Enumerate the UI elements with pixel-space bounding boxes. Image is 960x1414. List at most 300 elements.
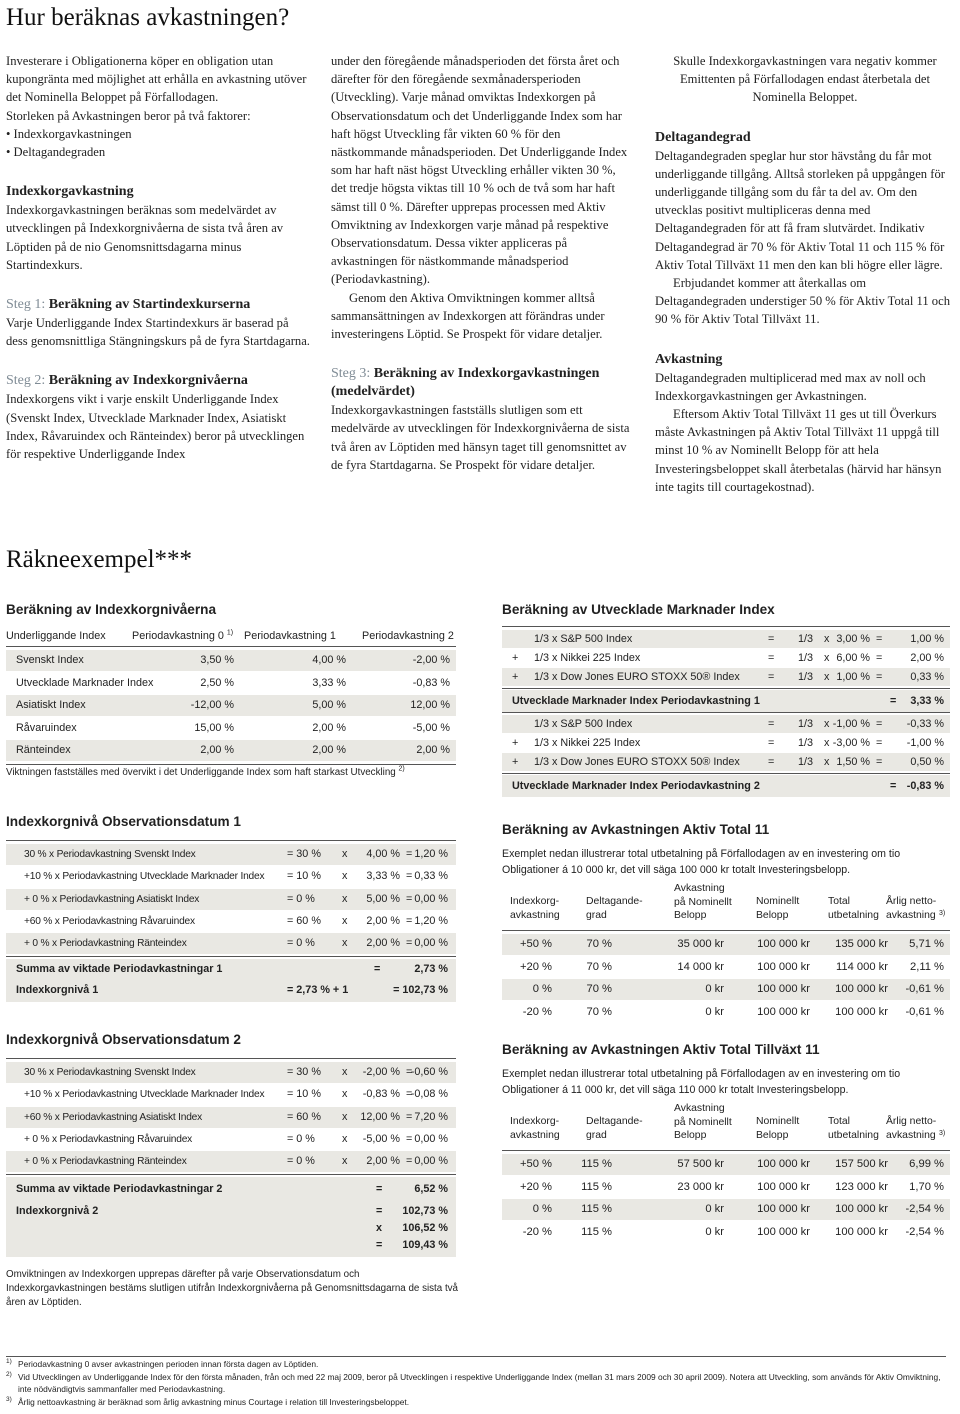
calc-part: = xyxy=(406,1132,413,1145)
calc-part: 1/3 xyxy=(798,633,814,645)
calc-part: = 0 % xyxy=(287,1155,315,1168)
column-header xyxy=(828,895,879,922)
return-value: 115 % xyxy=(581,1203,612,1216)
step-title: Beräkning av Indexkorgavkastningen (medelvärdet) xyxy=(331,366,600,400)
level-label: Indexkorgnivå 2 xyxy=(16,1205,99,1217)
header-line: avkastning xyxy=(510,909,560,921)
header-line: utbetalning xyxy=(828,1129,879,1141)
table-row xyxy=(6,740,456,761)
calc-part: -2,00 % xyxy=(362,1066,400,1078)
calc-part: = xyxy=(768,671,775,683)
table-row xyxy=(502,957,950,978)
calc-part: = 30 % xyxy=(287,848,321,860)
factors-paragraph: Storleken på Avkastningen beror på två faktorer: xyxy=(6,108,251,123)
table-row xyxy=(6,866,456,887)
return-value: 0 % xyxy=(532,983,552,996)
calc-part: 1/3 xyxy=(798,718,814,730)
calc-part: 6,00 % xyxy=(836,652,870,664)
calc-part: + 0 % x Periodavkastning Ränteindex xyxy=(24,1156,187,1168)
calc-part: = 0 % xyxy=(287,937,315,950)
return-value: 14 000 kr xyxy=(677,960,724,973)
period-value: -5,00 % xyxy=(412,721,450,734)
column-header xyxy=(756,1115,799,1142)
calc-part: -0,60 % xyxy=(410,1066,448,1078)
header-line: Total xyxy=(828,1116,850,1127)
header-line: Årlig netto- xyxy=(886,1116,937,1127)
calc-part: 2,00 % xyxy=(366,937,400,950)
header-line: Nominellt xyxy=(756,1116,800,1127)
return-aktiv-total-11 xyxy=(502,822,950,1022)
total-label: Utvecklade Marknader Index Periodavkastning 2 xyxy=(512,780,760,792)
column-header xyxy=(674,882,732,923)
calc-part: x xyxy=(342,1066,348,1078)
section-paragraph: Deltagandegraden multiplicerad med max av noll och Indexkorgavkastningen ger Avkastningen. xyxy=(655,370,926,403)
table-heading: Beräkning av Avkastningen Aktiv Total 11 xyxy=(502,822,770,837)
calc-part: = xyxy=(876,671,883,683)
calc-part: = 60 % xyxy=(287,1110,321,1123)
calc-part: = xyxy=(876,633,883,645)
index-name: Utvecklade Marknader Index xyxy=(16,676,154,689)
return-value: 100 000 kr xyxy=(757,938,810,950)
calc-part: 7,20 % xyxy=(414,1110,448,1123)
intro-paragraph: Investerare i Obligationerna köper en obligation utan kupongränta med möjlighet att erhålla en avkastning utöver det Nominella Beloppet på Förfallodagen. xyxy=(6,54,307,105)
total-row xyxy=(502,690,950,712)
calc-part: 0,50 % xyxy=(910,756,944,768)
index-name: Asiatiskt Index xyxy=(16,699,86,712)
header-line: Årlig netto- xyxy=(886,896,937,907)
continued-paragraph: under den föregående månadsperioden det första året och därefter för den föregående sexmånadersperioden (Utveckling). Varje månad omviktas Indexkorgen på Observationsdatum och det Underliggande Index som har haft högst Utveckling får vikten 60 % för den nästkommande månadsperioden. Det Underliggande Index som har haft näst högst Utveckling erhåller vikten 30 %, det tredje högsta viktas till 10 % och de två som har haft sämst till 0 %. Därefter upprepas processen med Aktiv Omviktning av Indexkorgen varje månad på respektive Observationsdatum. Dessa vikter appliceras på avkastningen för nästkommande månadsperiod (Periodavkastning). xyxy=(331,54,628,287)
calc-part: -5,00 % xyxy=(362,1132,400,1145)
calc-part: = xyxy=(876,756,883,768)
calc-part: = xyxy=(768,756,775,768)
column-header xyxy=(510,895,560,922)
table-row xyxy=(502,630,950,648)
calc-part: = xyxy=(406,848,413,860)
section-paragraph: Genom den Aktiva Omviktningen kommer alltså sammansättningen av Indexkorgen att förändras under investeringens Löptid. Se Prospekt för vidare detaljer. xyxy=(331,290,605,342)
period-value: -2,00 % xyxy=(412,654,450,666)
return-value: 100 000 kr xyxy=(835,983,888,996)
return-value: 135 000 kr xyxy=(835,938,888,950)
calc-part: x xyxy=(342,1110,348,1123)
calc-part: -3,00 % xyxy=(832,737,870,749)
header-line: Deltagande- xyxy=(586,1116,643,1127)
sum-label: Summa av viktade Periodavkastningar 2 xyxy=(16,1183,223,1195)
table-row xyxy=(502,753,950,771)
page-title: Hur beräknas avkastningen? xyxy=(6,4,290,31)
step-paragraph: Varje Underliggande Index Startindexkurs är baserad på dess genomsnittliga Stängningskurs på de fyra Startdagarna. xyxy=(6,316,310,349)
calc-part: 3,33 % xyxy=(366,870,400,883)
return-value: -0,61 % xyxy=(905,1005,944,1018)
return-value: 23 000 kr xyxy=(677,1180,724,1193)
obs2-table xyxy=(6,1030,456,1258)
table-row xyxy=(6,673,456,694)
column-header: Periodavkastning 2 xyxy=(362,630,454,642)
calc-part: 1/3 xyxy=(798,756,814,768)
calc-part: + 0 % x Periodavkastning Asiatiskt Index xyxy=(24,893,200,905)
period-value: 2,00 % xyxy=(416,744,450,757)
calc-part: -1,00 % xyxy=(832,718,870,730)
column-header: Periodavkastning 0 $^{1)}$ xyxy=(132,629,234,642)
header-line: Nominellt xyxy=(756,896,800,907)
table-row xyxy=(6,1084,456,1105)
return-value: 0 kr xyxy=(705,1005,724,1018)
calc-part: 2,00 % xyxy=(910,652,944,664)
calc-part: = xyxy=(406,892,413,905)
return-value: 123 000 kr xyxy=(835,1180,888,1193)
calc-part: x xyxy=(342,870,348,883)
header-line: Avkastning xyxy=(674,1103,725,1114)
table-row xyxy=(502,649,950,667)
text-column-2 xyxy=(331,52,631,474)
calc-part: x xyxy=(824,718,830,730)
return-value: 1,70 % xyxy=(909,1180,944,1193)
calc-part: x xyxy=(824,633,830,645)
header-line: utbetalning xyxy=(828,909,879,921)
index-levels-table xyxy=(6,600,456,800)
return-value: 70 % xyxy=(586,983,612,996)
example-intro: Exemplet nedan illustrerar total utbetalning på Förfallodagen av en investering om tio Obligationer á 10 000 kr, det vill säga 100 000 kr totalt Investeringsbelopp. xyxy=(502,848,901,876)
table-row xyxy=(502,734,950,752)
return-value: 114 000 kr xyxy=(835,960,888,973)
calc-part: 1/3 x S&P 500 Index xyxy=(534,633,633,645)
table-heading: Beräkning av Indexkorgnivåerna xyxy=(6,602,217,617)
column-header: Årlig netto- avkastning 3) xyxy=(886,1116,946,1141)
return-value: 70 % xyxy=(586,1005,612,1018)
footnote-text: Vid Utvecklingen av Underliggande Index för den första månaden, från och med 22 maj 2009, beror på Utvecklingen i respektive Underliggande Index (mellan 31 mars 2009 och 30 april 2009). Notera att Utveckling, som används för Aktiv Omviktning, inte nödvändigtvis sammanfaller med Periodavkastning. xyxy=(18,1372,941,1394)
return-value: 5,71 % xyxy=(909,938,944,950)
calc-part: x xyxy=(824,737,830,749)
return-value: 57 500 kr xyxy=(677,1158,724,1170)
calc-part: 1/3 x Nikkei 225 Index xyxy=(534,652,641,664)
return-value: 100 000 kr xyxy=(757,1180,810,1193)
calc-part: 12,00 % xyxy=(360,1110,400,1123)
table-row xyxy=(6,844,456,865)
calc-part: + xyxy=(512,652,519,664)
return-value: +50 % xyxy=(519,938,552,950)
calc-part: + xyxy=(512,756,519,768)
calc-part: 0,00 % xyxy=(414,892,448,905)
period-value: 2,00 % xyxy=(312,744,346,757)
return-value: -2,54 % xyxy=(905,1225,944,1238)
calc-part: 0,33 % xyxy=(414,870,448,883)
step-label: Steg 2: xyxy=(6,373,46,389)
calc-part: 3,00 % xyxy=(836,633,870,645)
section-paragraph: Indexkorgavkastningen beräknas som medelvärdet av utvecklingen på Indexkorgnivåerna de sista två åren av Löptiden på de nio Genomsnittsdagarna minus Startindexkurs. xyxy=(6,203,284,272)
section-paragraph: Eftersom Aktiv Total Tillväxt 11 ges ut till Överkurs måste Avkastningen på Aktiv Total Tillväxt 11 uppgå till minst 10 % av Nominellt Belopp för att hela Investeringsbeloppet skall återbetalas (härvid har hänsyn inte tagits till courtagekostnad). xyxy=(655,407,942,494)
return-value: 100 000 kr xyxy=(757,983,810,996)
return-value: 100 000 kr xyxy=(757,1203,810,1216)
calc-part: -0,33 % xyxy=(906,718,944,730)
negative-paragraph: Skulle Indexkorgavkastningen vara negativ kommer Emittenten på Förfallodagen endast återbetala det Nominella Beloppet. xyxy=(673,54,937,105)
section-heading: Deltagandegrad xyxy=(655,129,751,145)
table-row xyxy=(6,718,456,739)
return-value: 70 % xyxy=(586,938,612,950)
return-aktiv-total-tillvaxt-11 xyxy=(502,1042,950,1242)
table-heading: Beräkning av Avkastningen Aktiv Total Tillväxt 11 xyxy=(502,1042,820,1057)
header-line: Belopp xyxy=(756,909,789,921)
calc-part: 1/3 x S&P 500 Index xyxy=(534,718,633,730)
calc-part: = 10 % xyxy=(287,1088,321,1101)
return-value: +20 % xyxy=(519,960,552,973)
footnote: 1) Periodavkastning 0 avser avkastningen perioden innan första dagen av Löptiden. xyxy=(6,1358,319,1369)
table-row xyxy=(6,1107,456,1128)
calc-part: x xyxy=(342,914,348,927)
table-row xyxy=(502,715,950,733)
return-value: 100 000 kr xyxy=(835,1203,888,1216)
calc-part: 2,00 % xyxy=(366,914,400,927)
calc-part: x xyxy=(824,671,830,683)
factor-bullet: • Deltagandegraden xyxy=(6,145,106,160)
calc-part: 0,00 % xyxy=(414,937,448,950)
column-header xyxy=(828,1115,879,1142)
level-label: Indexkorgnivå 1 xyxy=(16,984,99,996)
index-name: Svenskt Index xyxy=(16,654,84,666)
level-expr: = 2,73 % + 1 xyxy=(287,984,349,996)
table-row xyxy=(6,933,456,954)
footnote-text: Årlig nettoavkastning är beräknad som årlig avkastning minus Courtage i relation till Investeringsbeloppet. xyxy=(18,1397,410,1407)
level-value: 102,73 % xyxy=(402,1205,448,1217)
table-row xyxy=(502,668,950,686)
header-line: Indexkorg- xyxy=(510,1116,560,1127)
table-row xyxy=(502,979,950,1000)
table-row xyxy=(6,695,456,716)
calc-part: -0,08 % xyxy=(410,1088,448,1101)
calc-part: = xyxy=(406,1110,413,1123)
calc-part: + xyxy=(512,671,519,683)
calc-part: x xyxy=(342,848,348,860)
calc-part: = xyxy=(876,718,883,730)
calc-part: + xyxy=(512,737,519,749)
total-value: -0,83 % xyxy=(906,780,944,792)
footnote-text: Periodavkastning 0 avser avkastningen perioden innan första dagen av Löptiden. xyxy=(18,1359,319,1369)
calc-part: +60 % x Periodavkastning Asiatiskt Index xyxy=(24,1111,203,1123)
return-value: 0 % xyxy=(532,1203,552,1216)
calc-part: 30 % x Periodavkastning Svenskt Index xyxy=(24,1067,196,1078)
table-row xyxy=(6,650,456,671)
sum-value: 6,52 % xyxy=(414,1183,448,1195)
return-value: 100 000 kr xyxy=(757,1225,810,1238)
return-value: 35 000 kr xyxy=(677,938,724,950)
table-row xyxy=(6,1062,456,1083)
header-line: Deltagande- xyxy=(586,896,643,907)
index-name: Råvaruindex xyxy=(16,721,77,734)
step-heading xyxy=(6,372,310,390)
header-line: Belopp xyxy=(674,1130,707,1141)
return-value: 100 000 kr xyxy=(757,1005,810,1018)
return-value: 0 kr xyxy=(705,1203,724,1216)
period-value: -0,83 % xyxy=(412,676,450,689)
step-heading xyxy=(6,296,310,314)
reweighting-note: Omviktningen av Indexkorgen upprepas därefter på varje Observationsdatum och Indexkorgavkastningen bestäms slutligen utifrån Indexkorgnivåerna på Genomsnittsdagarna de sista två åren av Löptiden. xyxy=(6,1269,459,1308)
period-value: 5,00 % xyxy=(312,699,346,712)
mult-sign: x xyxy=(376,1222,383,1234)
period-value: 2,00 % xyxy=(200,744,234,757)
calc-part: -1,00 % xyxy=(906,737,944,749)
return-value: 157 500 kr xyxy=(835,1158,888,1170)
table-row xyxy=(502,934,950,955)
calc-part: 4,00 % xyxy=(366,848,400,860)
return-value: -20 % xyxy=(522,1225,552,1238)
calc-part: +10 % x Periodavkastning Utvecklade Marknader Index xyxy=(24,1089,265,1101)
return-value: 70 % xyxy=(586,960,612,973)
table-row xyxy=(6,1151,456,1172)
calc-part: 0,33 % xyxy=(910,671,944,683)
column-header xyxy=(586,1115,643,1142)
table-row xyxy=(502,1002,950,1023)
period-value: 4,00 % xyxy=(312,654,346,666)
column-header xyxy=(756,895,799,922)
step-paragraph: Indexkorgens vikt i varje enskilt Underliggande Index (Svenskt Index, Utvecklade Marknader Index, Asiatiskt Index, Råvaruindex och Ränteindex) beror på utvecklingen för respektive Underliggande Index xyxy=(6,392,305,462)
calc-part: 1/3 xyxy=(798,652,814,664)
calc-part: = 0 % xyxy=(287,892,315,905)
calc-part: = xyxy=(406,870,413,883)
calc-part: -0,83 % xyxy=(362,1088,400,1101)
period-value: 3,50 % xyxy=(200,654,234,666)
calc-part: = xyxy=(876,737,883,749)
return-value: 115 % xyxy=(581,1158,612,1170)
obs1-table xyxy=(6,812,456,1008)
step-heading xyxy=(331,365,631,401)
period-value: 12,00 % xyxy=(410,699,450,712)
column-header: Periodavkastning 1 xyxy=(244,630,336,642)
table-row xyxy=(502,1177,950,1198)
calc-part: +10 % x Periodavkastning Utvecklade Marknader Index xyxy=(24,871,265,883)
table-row xyxy=(6,911,456,932)
calc-part: x xyxy=(342,1088,348,1101)
return-value: -20 % xyxy=(522,1005,552,1018)
calc-part: 5,00 % xyxy=(366,892,400,905)
column-header: Årlig netto- avkastning 3) xyxy=(886,896,946,921)
sum-block xyxy=(6,959,456,1002)
calc-part: 1/3 x Dow Jones EURO STOXX 50® Index xyxy=(534,756,740,768)
text-column-1 xyxy=(6,52,310,463)
table-row xyxy=(502,1222,950,1243)
calc-part: x xyxy=(824,756,830,768)
calc-part: x xyxy=(342,937,348,950)
header-line: avkastning xyxy=(886,1129,936,1141)
column-header xyxy=(586,895,643,922)
step-label: Steg 1: xyxy=(6,297,46,313)
return-value: 0 kr xyxy=(705,983,724,996)
total-row xyxy=(502,775,950,797)
column-header: Underliggande Index xyxy=(6,630,106,642)
section-heading: Avkastning xyxy=(655,351,723,367)
step-title: Beräkning av Indexkorgnivåerna xyxy=(48,373,248,389)
calc-part: = 10 % xyxy=(287,870,321,883)
sum-value: 2,73 % xyxy=(414,963,448,975)
calc-part: 1/3 xyxy=(798,671,814,683)
mult-value: 106,52 % xyxy=(402,1222,448,1234)
sum-block xyxy=(6,1177,456,1257)
calc-part: = xyxy=(406,1155,413,1168)
weighting-note: Viktningen fastställes med övervikt i det Underliggande Index som haft starkast Utveckling $^{2)}$ xyxy=(6,765,405,778)
factor-bullet: • Indexkorgavkastningen xyxy=(6,126,132,141)
period-value: 2,50 % xyxy=(200,676,234,689)
table-row xyxy=(502,1199,950,1220)
example-intro: Exemplet nedan illustrerar total utbetalning på Förfallodagen av en investering om tio Obligationer á 11 000 kr, det vill säga 110 000 kr totalt Investeringsbelopp. xyxy=(502,1068,901,1096)
header-line: Indexkorg- xyxy=(510,896,560,907)
calc-part: = xyxy=(406,1066,413,1078)
calc-part: = xyxy=(406,937,413,950)
period-value: 2,00 % xyxy=(312,721,346,734)
calc-part: = xyxy=(768,718,775,730)
sum-label: Summa av viktade Periodavkastningar 1 xyxy=(16,963,223,975)
calc-part: 1/3 xyxy=(798,737,814,749)
calc-part: +60 % x Periodavkastning Råvaruindex xyxy=(24,915,195,927)
return-value: 115 % xyxy=(581,1180,612,1193)
total-value: 3,33 % xyxy=(910,695,944,707)
header-line: Belopp xyxy=(756,1129,789,1141)
calc-part: + 0 % x Periodavkastning Ränteindex xyxy=(24,938,187,950)
calc-part: x xyxy=(342,1132,348,1145)
table-row xyxy=(6,1129,456,1150)
calc-part: 1/3 x Nikkei 225 Index xyxy=(534,737,641,749)
calc-part: + 0 % x Periodavkastning Råvaruindex xyxy=(24,1133,193,1145)
header-line: grad xyxy=(586,909,607,921)
footnote: 2) Vid Utvecklingen av Underliggande Index för den första månaden, från och med 22 maj 2009, beror på Utvecklingen i respektive Underliggande Index (mellan 31 mars 2009 och 30 april 2009). Notera att Utveckling, som används för Aktiv Omviktning, inte nödvändigtvis sammanfaller med Periodavkastning. xyxy=(6,1371,941,1394)
calc-part: = xyxy=(406,914,413,927)
footnotes xyxy=(6,1358,946,1409)
return-value: 100 000 kr xyxy=(835,1005,888,1018)
calc-part: = 60 % xyxy=(287,914,321,927)
level-value: = 102,73 % xyxy=(393,984,448,996)
header-line: Belopp xyxy=(674,910,707,921)
footnote-divider xyxy=(6,1356,946,1357)
calc-part: x xyxy=(342,892,348,905)
calc-part: = xyxy=(768,737,775,749)
table-row xyxy=(6,889,456,910)
calc-part: 1,50 % xyxy=(836,756,870,768)
calc-part: 1,00 % xyxy=(910,633,944,645)
calc-part: 1,20 % xyxy=(414,848,448,860)
index-name: Ränteindex xyxy=(16,744,71,757)
table-header-row xyxy=(6,626,456,646)
column-header xyxy=(510,1115,560,1142)
return-value: 100 000 kr xyxy=(757,960,810,973)
calc-part: 0,00 % xyxy=(414,1155,448,1168)
section-paragraph: Erbjudandet kommer att återkallas om Deltagandegraden understiger 50 % för Aktiv Total 11 och 90 % för Aktiv Total Tillväxt 11. xyxy=(655,276,950,327)
header-line: avkastning xyxy=(886,909,936,921)
return-value: 0 kr xyxy=(705,1225,724,1238)
table-heading: Indexkorgnivå Observationsdatum 2 xyxy=(6,1032,241,1047)
table-heading: Beräkning av Utvecklade Marknader Index xyxy=(502,602,775,617)
return-value: 100 000 kr xyxy=(835,1225,888,1238)
result-value: 109,43 % xyxy=(402,1239,448,1251)
calc-part: = xyxy=(768,633,775,645)
return-value: +50 % xyxy=(519,1158,552,1170)
calc-part: = xyxy=(768,652,775,664)
return-value: 100 000 kr xyxy=(757,1158,810,1170)
calc-part: 30 % x Periodavkastning Svenskt Index xyxy=(24,849,196,860)
calc-part: = xyxy=(876,652,883,664)
calc-part: x xyxy=(342,1155,348,1168)
calc-part: 2,00 % xyxy=(366,1155,400,1168)
table-row xyxy=(502,1154,950,1175)
period-value: 15,00 % xyxy=(194,721,234,734)
step-title: Beräkning av Startindexkurserna xyxy=(48,297,251,313)
total-label: Utvecklade Marknader Index Periodavkastning 1 xyxy=(512,695,760,707)
step-label: Steg 3: xyxy=(331,366,371,382)
header-line: på Nominellt xyxy=(674,896,732,908)
return-value: 2,11 % xyxy=(910,960,944,973)
return-value: -0,61 % xyxy=(905,983,944,996)
calc-part: = 0 % xyxy=(287,1132,315,1145)
sum-eq: = xyxy=(374,963,381,975)
table-heading: Indexkorgnivå Observationsdatum 1 xyxy=(6,814,241,829)
period-value: 3,33 % xyxy=(312,676,346,689)
level-eq: = xyxy=(376,1205,383,1217)
total-eq: = xyxy=(890,780,897,792)
